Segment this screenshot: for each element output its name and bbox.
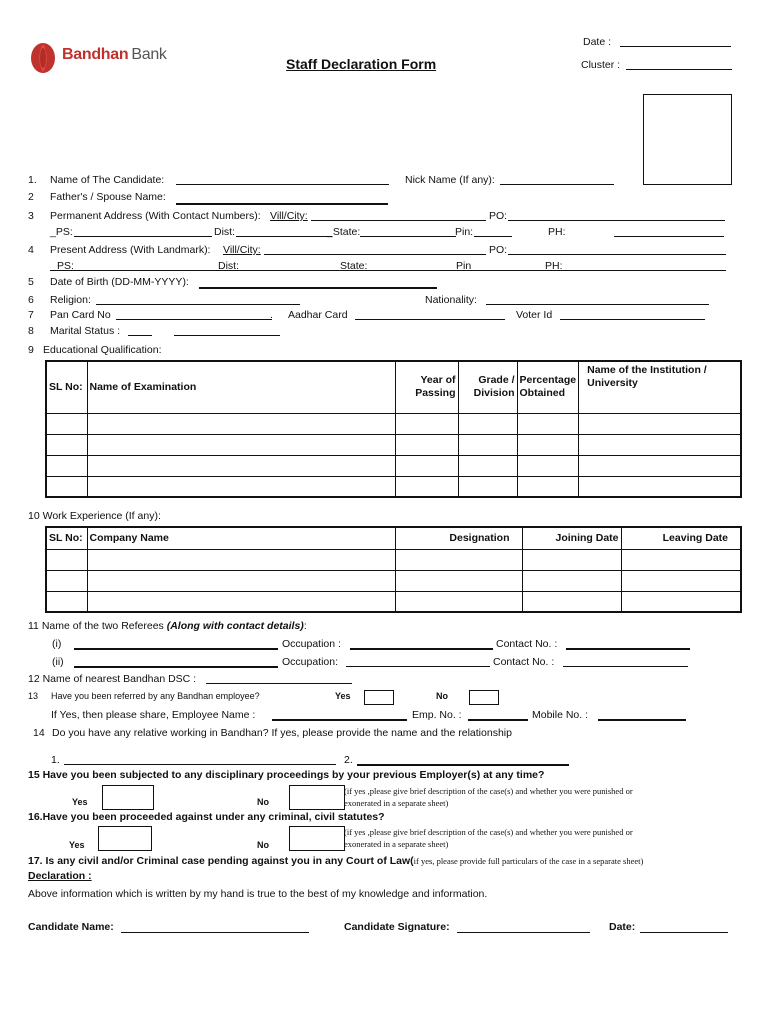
referee-2-name-field[interactable]	[74, 666, 278, 668]
education-cell[interactable]	[517, 413, 579, 434]
work-experience-cell[interactable]	[46, 570, 87, 591]
declaration-heading: Declaration :	[28, 870, 92, 882]
relative-question: Do you have any relative working in Bandhan? If yes, please provide the name and the relationship	[52, 727, 512, 739]
permanent-vill-label: Vill/City:	[270, 210, 308, 222]
q17-note: if yes, please provide full particulars of the case in a separate sheet)	[413, 856, 644, 866]
date-field[interactable]	[620, 46, 731, 47]
referee-2-marker: (ii)	[52, 656, 64, 668]
q16-question: 16.Have you been proceeded against under any criminal, civil statutes?	[28, 811, 385, 823]
referee-1-occupation-field[interactable]	[350, 648, 493, 650]
q16-note-line1: (if yes ,please give brief description of the case(s) and whether you were punished or	[344, 827, 633, 837]
education-cell[interactable]	[579, 455, 741, 476]
education-cell[interactable]	[87, 434, 395, 455]
nationality-label: Nationality:	[425, 294, 477, 306]
emp-no-label: Emp. No. :	[412, 709, 462, 721]
work-header-company: Company Name	[87, 527, 395, 549]
education-cell[interactable]	[517, 434, 579, 455]
employee-name-field[interactable]	[272, 719, 407, 721]
work-experience-cell[interactable]	[621, 549, 741, 570]
referee-2-contact-field[interactable]	[563, 666, 688, 667]
edu-header-pct-2: Obtained	[519, 387, 566, 400]
field-4-number: 4	[28, 244, 34, 256]
work-experience-row	[46, 549, 741, 570]
permanent-state-field[interactable]	[360, 236, 456, 237]
edu-header-grade-1: Grade /	[478, 374, 515, 387]
date-label: Date :	[583, 36, 612, 48]
bank-logo-icon	[30, 40, 56, 74]
work-experience-cell[interactable]	[522, 591, 621, 612]
education-cell[interactable]	[517, 476, 579, 497]
edu-header-inst-2: University	[587, 377, 638, 390]
work-experience-cell[interactable]	[395, 570, 522, 591]
nearest-dsc-field[interactable]	[206, 683, 352, 684]
present-state-label: State:	[340, 260, 368, 272]
referees-label-italic: (Along with contact details)	[166, 620, 304, 632]
present-ps-label: PS:	[57, 260, 74, 272]
edu-col-grade	[458, 361, 517, 413]
nearest-dsc-label: 12 Name of nearest Bandhan DSC :	[28, 673, 197, 685]
work-experience-row	[46, 591, 741, 612]
father-spouse-name-field[interactable]	[176, 203, 388, 205]
field-8-number: 8	[28, 325, 34, 337]
present-address-line-2[interactable]	[50, 270, 726, 271]
referred-no-checkbox[interactable]	[469, 690, 499, 705]
referee-1-marker: (i)	[52, 638, 62, 650]
q16-note-line2: exonerated in a separate sheet)	[344, 839, 449, 849]
referred-yes-checkbox[interactable]	[364, 690, 394, 705]
permanent-ps-field[interactable]	[74, 236, 212, 237]
edu-col-sl	[46, 361, 87, 413]
permanent-vill-field[interactable]	[311, 220, 486, 221]
declaration-text: Above information which is written by my hand is true to the best of my knowledge and information.	[28, 888, 488, 900]
referred-number: 13	[28, 691, 39, 701]
edu-header-inst-1: Name of the Institution /	[587, 364, 707, 376]
permanent-ps-label: _PS:	[50, 226, 73, 238]
field-1-number: 1.	[28, 174, 37, 186]
edu-col-institution	[579, 361, 741, 413]
edu-header-year-2: Passing	[415, 387, 456, 400]
edu-header-grade-2: Division	[473, 387, 515, 400]
education-cell[interactable]	[395, 455, 458, 476]
q16-no-label: No	[257, 840, 269, 850]
emp-no-field[interactable]	[468, 719, 528, 721]
edu-col-year	[395, 361, 458, 413]
q15-yes-label: Yes	[72, 797, 88, 807]
edu-header-pct-1: Percentage	[519, 374, 577, 387]
work-header-row	[46, 527, 741, 549]
work-experience-cell[interactable]	[522, 549, 621, 570]
marital-status-field-b[interactable]	[174, 335, 280, 336]
marital-status-field-a[interactable]	[128, 335, 152, 336]
q16-no-box[interactable]	[289, 826, 345, 851]
education-cell[interactable]	[46, 476, 87, 497]
candidate-name-sign-field[interactable]	[121, 932, 309, 933]
field-9-label: Educational Qualification:	[43, 344, 162, 356]
q16-yes-label: Yes	[69, 840, 85, 850]
candidate-signature-label: Candidate Signature:	[344, 921, 450, 933]
q15-yes-box[interactable]	[102, 785, 154, 810]
mobile-no-label: Mobile No. :	[532, 709, 589, 721]
education-cell[interactable]	[458, 413, 517, 434]
nick-name-label: Nick Name (If any):	[405, 174, 495, 186]
voter-id-label: Voter Id	[516, 309, 553, 321]
permanent-state-label: _State:	[327, 226, 361, 238]
q15-no-box[interactable]	[289, 785, 345, 810]
referee-2-contact-label: Contact No. :	[493, 656, 555, 668]
education-cell[interactable]	[458, 476, 517, 497]
field-8-label: Marital Status :	[50, 325, 121, 337]
education-row	[46, 455, 741, 476]
referees-label	[28, 621, 307, 632]
referees-label-text: 11 Name of the two Referees	[28, 620, 164, 632]
education-cell[interactable]	[395, 476, 458, 497]
work-experience-cell[interactable]	[87, 570, 395, 591]
permanent-po-label: PO:	[489, 210, 508, 222]
q17-question: 17. Is any civil and/or Criminal case pending against you in any Court of Law(	[28, 855, 414, 867]
field-5-label: Date of Birth (DD-MM-YYYY):	[50, 276, 189, 288]
permanent-pin-field[interactable]	[474, 236, 512, 237]
education-cell[interactable]	[46, 434, 87, 455]
referees-label-colon: :	[303, 620, 307, 632]
candidate-signature-field[interactable]	[457, 932, 590, 933]
referee-1-occupation-label: Occupation :	[282, 638, 341, 650]
work-header-sl: SL No:	[46, 527, 87, 549]
nationality-field[interactable]	[486, 304, 709, 305]
education-cell[interactable]	[579, 434, 741, 455]
permanent-dist-field[interactable]	[236, 236, 332, 237]
q15-note-line1: (if yes ,please give brief description of the case(s) and whether you were punished or	[344, 786, 633, 796]
voter-id-field[interactable]	[560, 319, 705, 320]
field-6-label: Religion:	[50, 294, 91, 306]
work-experience-cell[interactable]	[621, 591, 741, 612]
footer-date-field[interactable]	[640, 932, 728, 933]
nick-name-field[interactable]	[500, 184, 614, 185]
education-cell[interactable]	[87, 455, 395, 476]
work-header-joining: Joining Date	[522, 527, 621, 549]
cluster-field[interactable]	[626, 69, 732, 70]
field-6-number: 6	[28, 294, 34, 306]
work-header-designation: Designation	[395, 527, 522, 549]
candidate-name-label: Candidate Name:	[28, 921, 114, 933]
field-3-number: 3	[28, 210, 34, 222]
religion-field[interactable]	[96, 304, 300, 305]
aadhar-card-label: Aadhar Card	[288, 309, 348, 321]
present-ph-label: PH:	[545, 260, 563, 272]
relative-2-field[interactable]	[357, 764, 569, 766]
work-experience-cell[interactable]	[46, 591, 87, 612]
permanent-ph-field[interactable]	[614, 236, 724, 237]
q15-no-label: No	[257, 797, 269, 807]
field-5-number: 5	[28, 276, 34, 288]
bank-name-primary: Bandhan	[62, 46, 129, 63]
q16-yes-box[interactable]	[98, 826, 152, 851]
education-cell[interactable]	[458, 455, 517, 476]
education-row	[46, 413, 741, 434]
q15-note-line2: exonerated in a separate sheet)	[344, 798, 449, 808]
education-header-row	[46, 361, 741, 413]
work-experience-cell[interactable]	[522, 570, 621, 591]
field-2-number: 2	[28, 191, 34, 203]
referee-2-occupation-field[interactable]	[346, 666, 490, 667]
referred-followup-label: If Yes, then please share, Employee Name :	[51, 709, 256, 721]
education-cell[interactable]	[458, 434, 517, 455]
edu-header-exam: Name of Examination	[89, 380, 197, 393]
education-cell[interactable]	[517, 455, 579, 476]
education-cell[interactable]	[87, 476, 395, 497]
edu-col-exam	[87, 361, 395, 413]
work-experience-cell[interactable]	[395, 549, 522, 570]
field-9-number: 9	[28, 344, 34, 356]
aadhar-card-field[interactable]	[355, 319, 505, 320]
permanent-pin-label: Pin:	[455, 226, 474, 238]
field-1-label: Name of The Candidate:	[50, 174, 165, 186]
relative-item-1: 1.	[51, 754, 60, 766]
form-title: Staff Declaration Form	[286, 56, 437, 72]
present-vill-field[interactable]	[264, 254, 486, 255]
field-7-number: 7	[28, 309, 34, 321]
edu-header-sl: SL No:	[49, 380, 83, 393]
education-row	[46, 434, 741, 455]
photo-box[interactable]	[643, 94, 732, 185]
work-experience-cell[interactable]	[46, 549, 87, 570]
permanent-dist-label: Dist:	[214, 226, 235, 238]
referred-no-label: No	[436, 691, 448, 701]
work-header-leaving: Leaving Date	[621, 527, 741, 549]
education-cell[interactable]	[579, 476, 741, 497]
pan-card-dot: .	[270, 309, 273, 321]
footer-date-label: Date:	[609, 921, 636, 933]
relative-number: 14	[33, 727, 45, 739]
education-cell[interactable]	[46, 413, 87, 434]
referee-2-occupation-label: Occupation:	[282, 656, 339, 668]
present-dist-label: Dist:	[218, 260, 239, 272]
edu-header-year-1: Year of	[420, 374, 456, 387]
work-experience-cell[interactable]	[87, 549, 395, 570]
q15-question: 15 Have you been subjected to any disciplinary proceedings by your previous Employer(s) at any time?	[28, 769, 545, 781]
work-experience-cell[interactable]	[621, 570, 741, 591]
referee-1-contact-field[interactable]	[566, 648, 690, 650]
education-cell[interactable]	[579, 413, 741, 434]
work-experience-cell[interactable]	[395, 591, 522, 612]
work-experience-row	[46, 570, 741, 591]
education-row	[46, 476, 741, 497]
referee-1-contact-label: Contact No. :	[496, 638, 558, 650]
edu-col-percentage	[517, 361, 579, 413]
field-7-label: Pan Card No	[50, 309, 111, 321]
date-of-birth-field[interactable]	[199, 287, 437, 289]
education-cell[interactable]	[46, 455, 87, 476]
relative-item-2: 2.	[344, 754, 353, 766]
education-table	[45, 360, 742, 498]
work-experience-table	[45, 526, 742, 613]
present-po-field[interactable]	[508, 254, 726, 255]
work-experience-label: 10 Work Experience (If any):	[28, 510, 161, 522]
pan-card-field[interactable]	[116, 319, 272, 320]
education-cell[interactable]	[87, 413, 395, 434]
permanent-ph-label: PH:	[548, 226, 566, 238]
candidate-name-field[interactable]	[176, 184, 389, 185]
cluster-label: Cluster :	[581, 59, 621, 71]
referred-yes-label: Yes	[335, 691, 351, 701]
education-cell[interactable]	[395, 413, 458, 434]
present-vill-label: Vill/City:	[223, 244, 261, 256]
permanent-po-field[interactable]	[508, 220, 725, 221]
education-cell[interactable]	[395, 434, 458, 455]
relative-1-field[interactable]	[64, 764, 336, 765]
field-4-label: Present Address (With Landmark):	[50, 244, 211, 256]
referred-question: Have you been referred by any Bandhan employee?	[51, 691, 260, 701]
q17-line	[28, 856, 643, 867]
present-po-label: PO:	[489, 244, 508, 256]
field-3-label: Permanent Address (With Contact Numbers):	[50, 210, 261, 222]
field-2-label: Father's / Spouse Name:	[50, 191, 166, 203]
referee-1-name-field[interactable]	[74, 648, 278, 650]
present-pin-label: Pin	[456, 260, 472, 272]
work-experience-cell[interactable]	[87, 591, 395, 612]
mobile-no-field[interactable]	[598, 719, 686, 721]
bank-name-secondary: Bank	[131, 46, 167, 63]
